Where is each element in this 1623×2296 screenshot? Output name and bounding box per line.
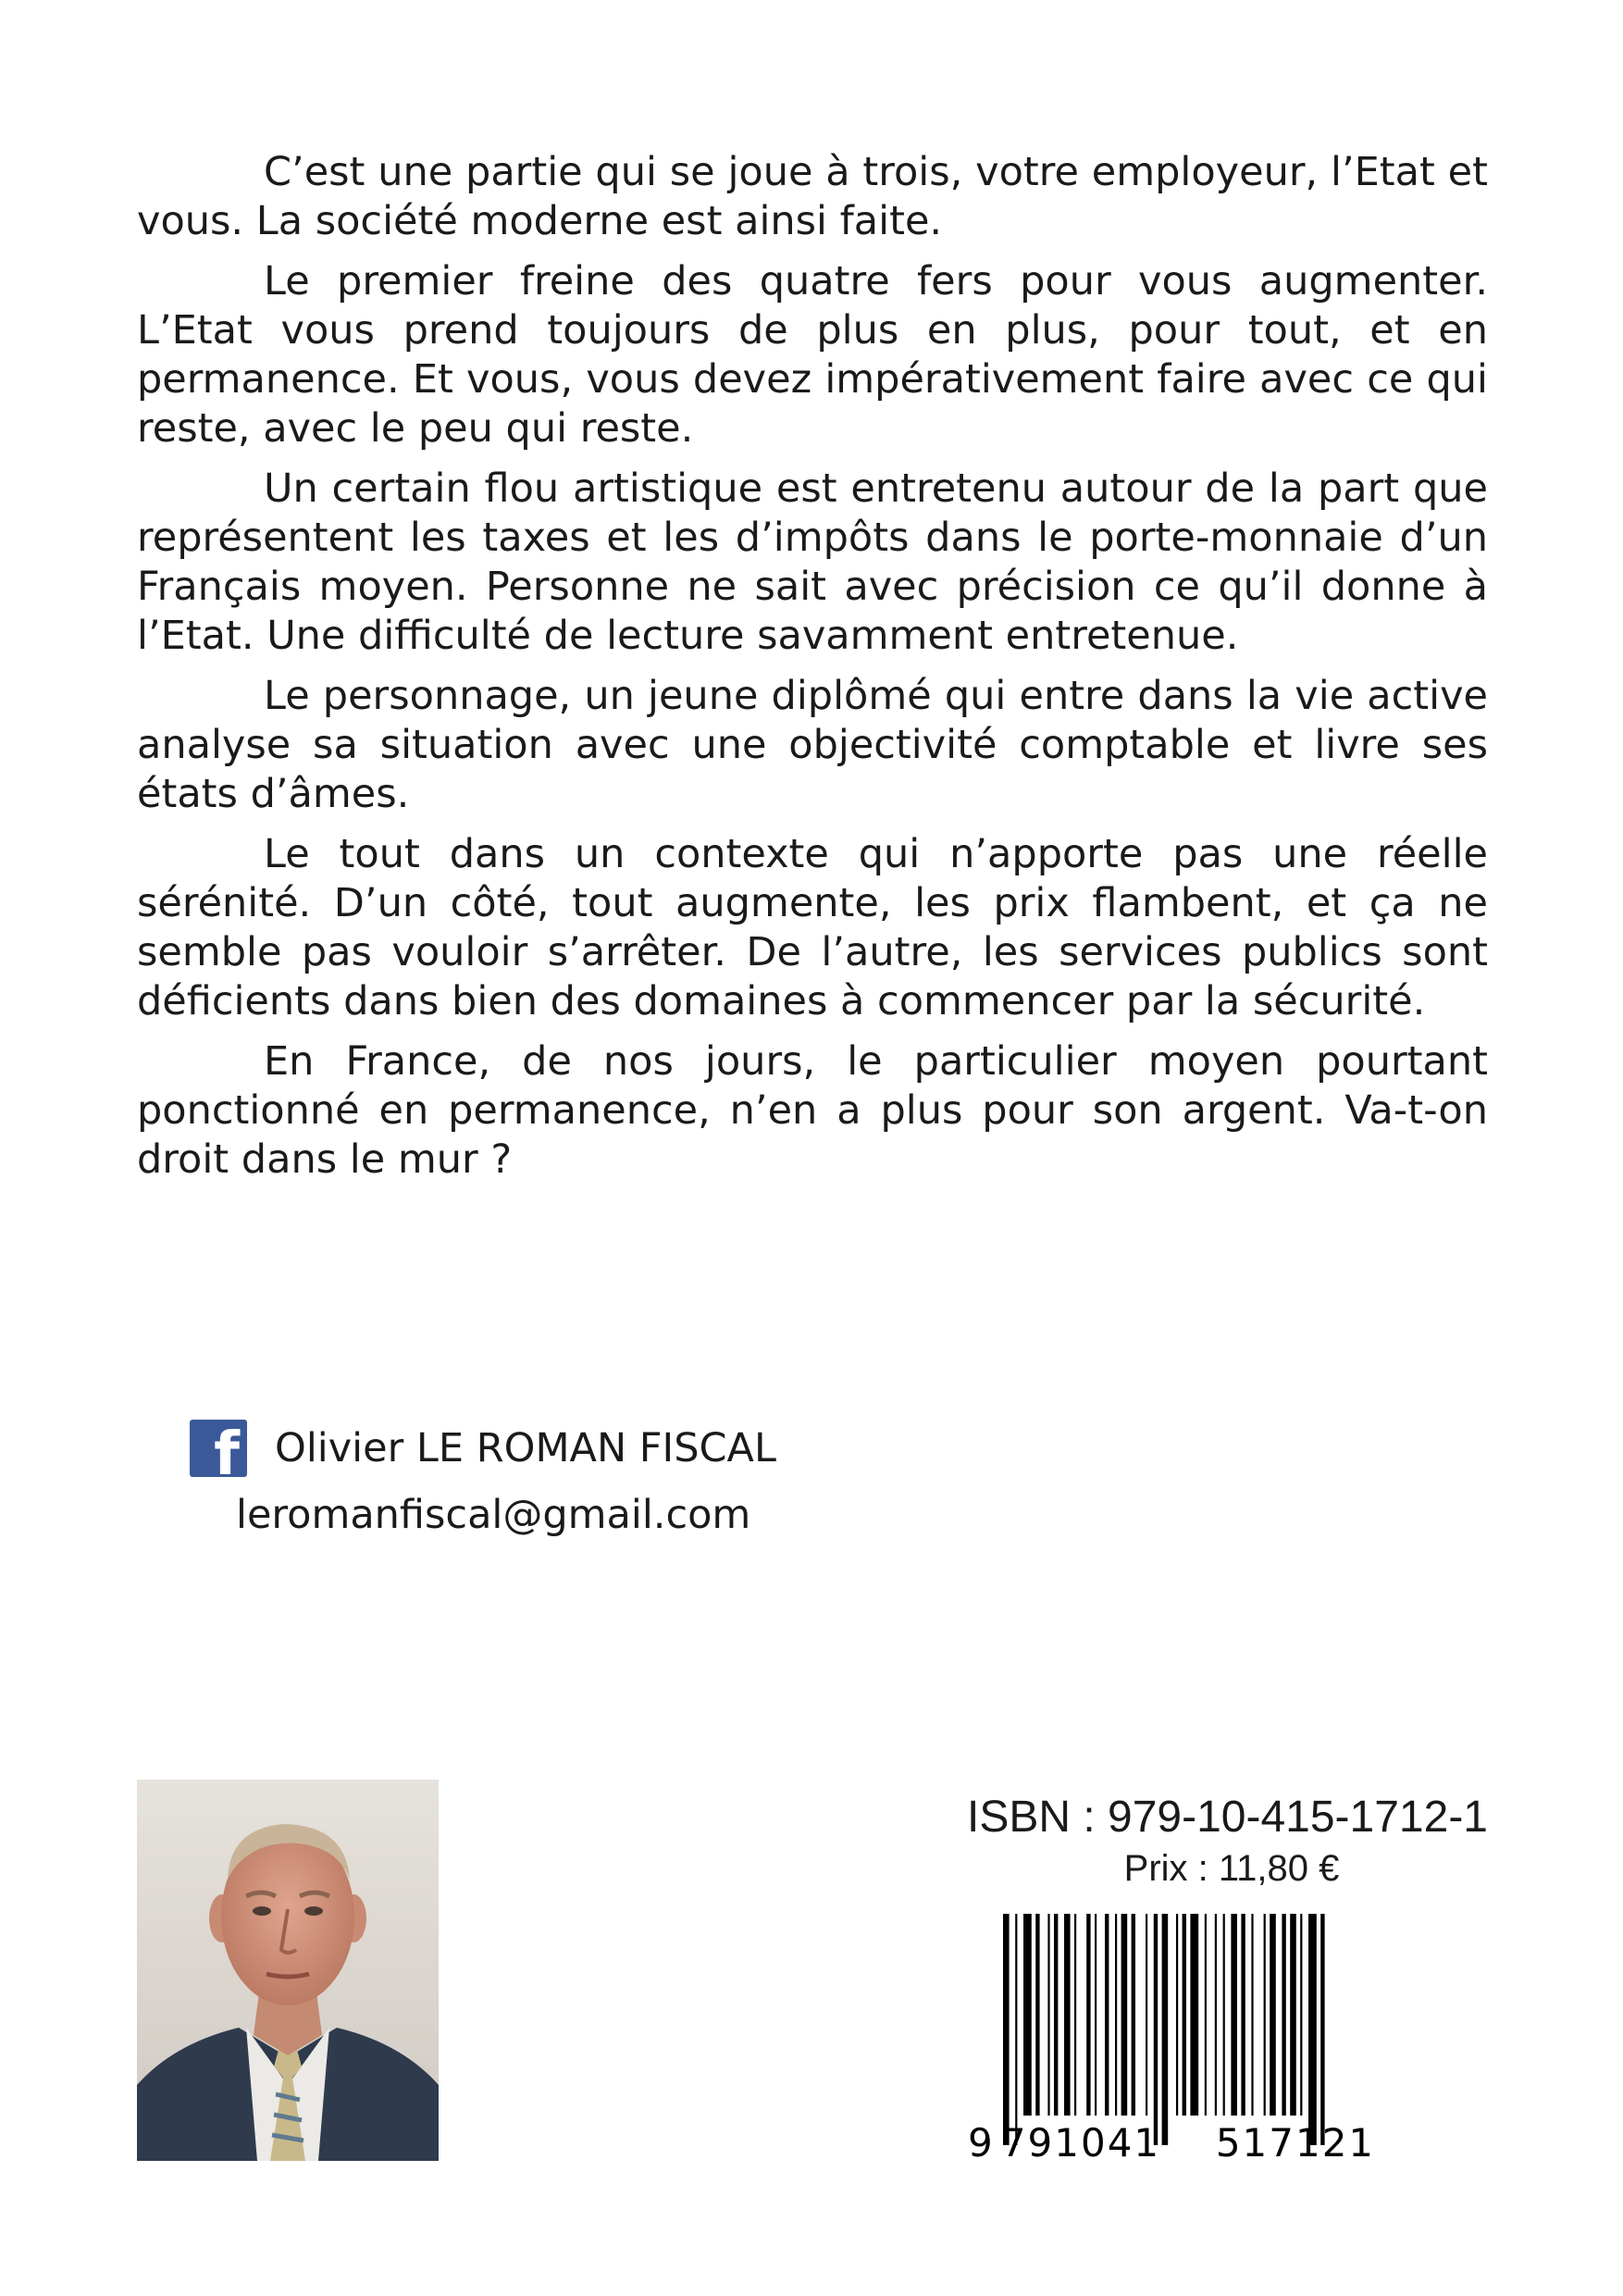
barcode-bar	[1290, 1914, 1296, 2116]
barcode-bar	[1115, 1914, 1117, 2116]
barcode-bar	[1300, 1914, 1302, 2116]
barcode-bar	[1251, 1914, 1253, 2116]
facebook-icon: f	[190, 1420, 247, 1477]
barcode-bar	[1176, 1914, 1178, 2116]
barcode-bar	[1035, 1914, 1039, 2116]
barcode-first-digit: 9	[968, 2120, 993, 2164]
barcode-bar	[1074, 1914, 1076, 2116]
author-portrait-image	[137, 1780, 439, 2161]
barcode-bar	[1146, 1914, 1147, 2116]
barcode-left-digits: 791041	[1000, 2120, 1161, 2164]
author-contact	[190, 1418, 1115, 1538]
facebook-name: Olivier LE ROMAN FISCAL	[275, 1425, 776, 1471]
synopsis-paragraph: Le personnage, un jeune diplômé qui entre dans la vie active analyse sa situation avec une objectivité comptable et livre ses états d’âmes.	[137, 673, 1488, 817]
barcode-bar	[1054, 1914, 1058, 2116]
barcode-bar	[1320, 1914, 1324, 2145]
barcode-bar	[1064, 1914, 1071, 2116]
isbn-block	[888, 1792, 1492, 1893]
barcode-bar	[1095, 1914, 1096, 2116]
facebook-row	[190, 1418, 1115, 1479]
barcode-bar	[1215, 1914, 1217, 2116]
barcode-bar	[1154, 1914, 1158, 2145]
barcode-bar	[1183, 1914, 1186, 2116]
synopsis-paragraph: C’est une partie qui se joue à trois, votre employeur, l’Etat et vous. La société moderne est ainsi faite.	[137, 149, 1488, 244]
barcode-bar	[1223, 1914, 1225, 2116]
barcode-bar	[1015, 1914, 1017, 2145]
author-email: leromanfiscal@gmail.com	[236, 1492, 751, 1538]
barcode-bar	[1003, 1914, 1010, 2145]
synopsis-paragraph: Le premier freine des quatre fers pour vous augmenter. L’Etat vous prend toujours de plus en plus, pour tout, et en permanence. Et vous, vous devez impérativement faire avec ce qui reste, avec le peu qui reste.	[137, 258, 1488, 452]
barcode-bar	[1047, 1914, 1049, 2116]
barcode-bar	[1205, 1914, 1207, 2116]
barcode-bar	[1162, 1914, 1169, 2145]
barcode-right-digits: 517121	[1215, 2120, 1376, 2164]
barcode-bar	[1190, 1914, 1198, 2116]
author-photo	[137, 1780, 439, 2161]
barcode-bar	[1270, 1914, 1276, 2116]
synopsis-paragraph: En France, de nos jours, le particulier moyen pourtant ponctionné en permanence, n’en a plus pour son argent. Va-t-on droit dans le mur ?	[137, 1038, 1488, 1183]
barcode	[951, 1914, 1414, 2164]
barcode-bar	[1231, 1914, 1237, 2116]
synopsis-paragraph: Un certain flou artistique est entretenu autour de la part que représentent les taxes et les d’impôts dans le porte-monnaie d’un Français moyen. Personne ne sait avec précision ce qu’il donne à l’Etat. Une difficulté de lecture savamment entretenue.	[137, 465, 1488, 659]
barcode-bar	[1105, 1914, 1109, 2116]
barcode-bar	[1023, 1914, 1032, 2116]
isbn-number: ISBN : 979-10-415-1712-1	[966, 1793, 1488, 1842]
price: Prix : 11,80 €	[1123, 1848, 1340, 1889]
barcode-bar	[1241, 1914, 1245, 2116]
barcode-bar	[1308, 1914, 1317, 2145]
synopsis-paragraph: Le tout dans un contexte qui n’apporte pas une réelle sérénité. D’un côté, tout augmente, les prix flambent, et ça ne semble pas vouloir s’arrêter. De l’autre, les services publics sont déficients dans bien des domaines à commencer par la sécurité.	[137, 831, 1488, 1024]
barcode-bar	[1264, 1914, 1266, 2116]
barcode-bar	[1282, 1914, 1285, 2116]
barcode-bar	[1132, 1914, 1135, 2116]
barcode-bar	[1121, 1914, 1128, 2116]
barcode-bar	[1086, 1914, 1090, 2116]
back-cover-synopsis	[137, 148, 1488, 1196]
